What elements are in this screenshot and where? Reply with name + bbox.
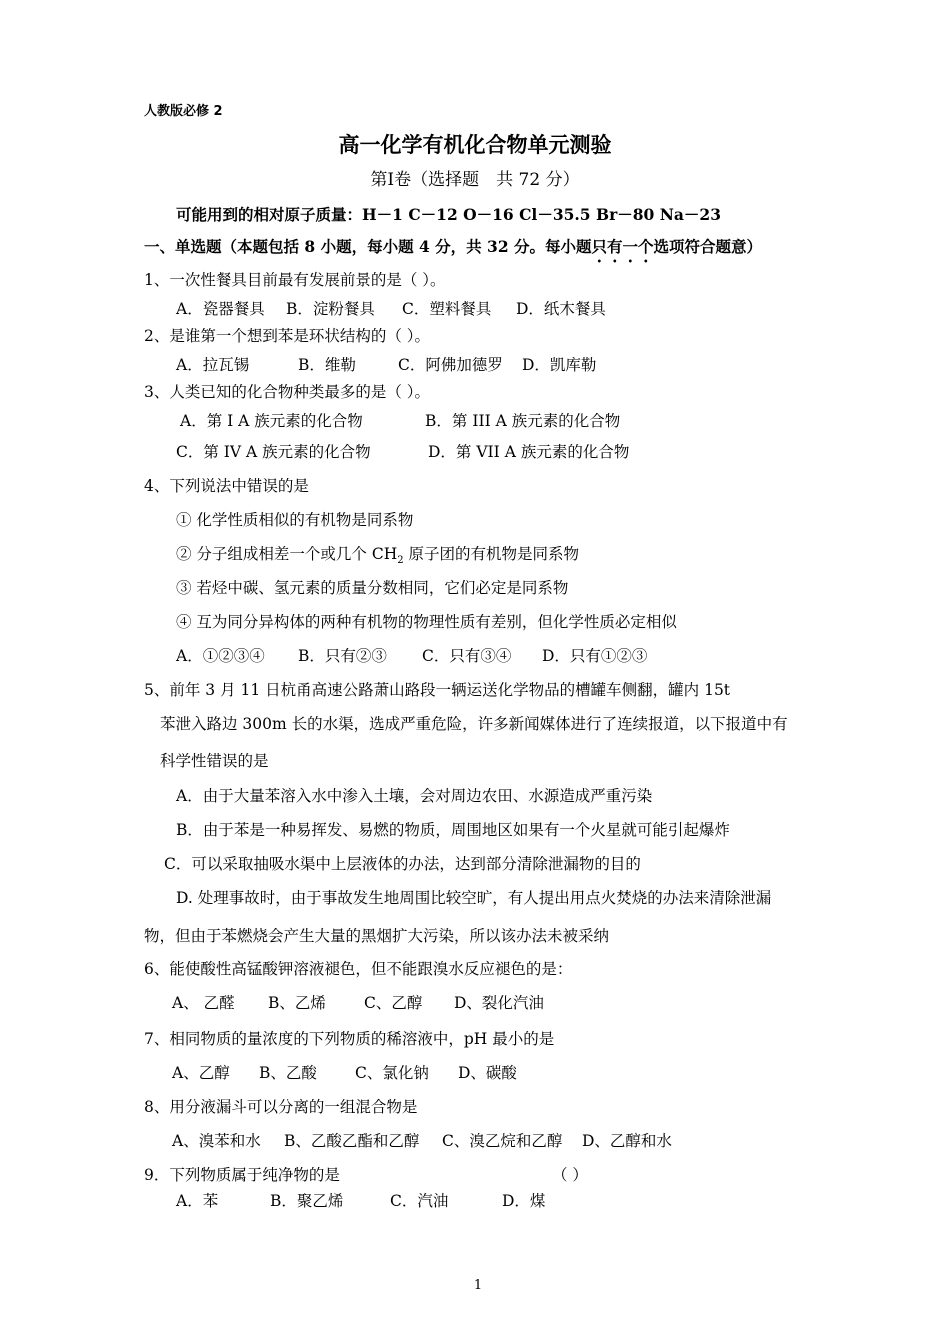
q4-option-d: D．只有①②③ xyxy=(542,647,648,665)
q5-option-c: C．可以采取抽吸水渠中上层液体的办法，达到部分清除泄漏物的目的 xyxy=(164,855,641,873)
atomic-masses: 可能用到的相对原子质量：H－1 C－12 O－16 Cl－35.5 Br－80 Na－23 xyxy=(176,205,721,224)
section-heading: 第Ⅰ卷（选择题 共 72 分） xyxy=(370,170,580,190)
q4-statement-3: ③ 若烃中碳、氢元素的质量分数相同，它们必定是同系物 xyxy=(176,579,569,597)
q4-options xyxy=(176,646,647,666)
part1-heading-emph: 只有一个 xyxy=(591,237,654,256)
q2-option-a: A．拉瓦锡 xyxy=(176,356,250,374)
q7-option-b: B、乙酸 xyxy=(259,1064,317,1082)
q6-option-b: B、乙烯 xyxy=(268,994,326,1012)
q5-option-d-line-1: D. 处理事故时，由于事故发生地周围比较空旷，有人提出用点火焚烧的办法来清除泄漏 xyxy=(176,889,772,907)
q6-stem: 6、能使酸性高锰酸钾溶液褪色，但不能跟溴水反应褪色的是： xyxy=(144,960,573,978)
q3-option-b: B．第 III A 族元素的化合物 xyxy=(425,412,621,430)
q6-option-d: D、裂化汽油 xyxy=(454,994,544,1012)
q4-option-b: B．只有②③ xyxy=(298,647,387,665)
q3-options-row1 xyxy=(180,411,620,431)
page-title: 高一化学有机化合物单元测验 xyxy=(338,132,612,157)
page-number: 1 xyxy=(473,1278,483,1293)
q4-statement-2-a: ② 分子组成相差一个或几个 CH xyxy=(176,545,398,563)
q4-option-a: A．①②③④ xyxy=(176,647,265,665)
q1-option-d: D．纸木餐具 xyxy=(516,300,606,318)
q4-statement-2-b: 原子团的有机物是同系物 xyxy=(403,545,580,563)
q5-option-d-line-2: 物，但由于苯燃烧会产生大量的黑烟扩大污染，所以该办法未被采纳 xyxy=(144,927,610,945)
q3-option-d: D．第 VII A 族元素的化合物 xyxy=(428,443,630,461)
q8-options xyxy=(172,1131,672,1151)
q2-option-b: B．维勒 xyxy=(298,356,356,374)
q9-option-b: B．聚乙烯 xyxy=(270,1192,344,1210)
q5-option-a: A．由于大量苯溶入水中渗入土壤，会对周边农田、水源造成严重污染 xyxy=(176,787,653,805)
q4-option-c: C．只有③④ xyxy=(422,647,512,665)
part1-heading-b: 选项符合题意） xyxy=(653,237,763,256)
q6-options xyxy=(172,993,544,1013)
q7-option-c: C、氯化钠 xyxy=(355,1064,429,1082)
part1-heading xyxy=(144,237,762,266)
q8-option-d: D、乙醇和水 xyxy=(582,1132,672,1150)
q6-option-c: C、乙醇 xyxy=(364,994,423,1012)
q2-options xyxy=(176,355,596,375)
q1-option-a: A．瓷器餐具 xyxy=(176,300,265,318)
q4-statement-2-sub: 2 xyxy=(397,555,404,567)
q9-answer-paren: （ ） xyxy=(552,1166,588,1184)
q7-stem: 7、相同物质的量浓度的下列物质的稀溶液中，pH 最小的是 xyxy=(144,1030,555,1048)
q1-stem: 1、一次性餐具目前最有发展前景的是（ ）。 xyxy=(144,271,446,289)
q4-stem: 4、下列说法中错误的是 xyxy=(144,477,309,495)
q9-option-a: A．苯 xyxy=(176,1192,219,1210)
q7-option-d: D、碳酸 xyxy=(458,1064,517,1082)
q4-statement-1: ① 化学性质相似的有机物是同系物 xyxy=(176,511,414,529)
q5-line-1: 5、前年 3 月 11 日杭甬高速公路萧山路段一辆运送化学物品的槽罐车侧翻，罐内 15t xyxy=(144,681,731,699)
q5-option-b: B．由于苯是一种易挥发、易燃的物质，周围地区如果有一个火星就可能引起爆炸 xyxy=(176,821,730,839)
q4-statement-2 xyxy=(176,544,579,571)
q2-option-c: C．阿佛加德罗 xyxy=(398,356,503,374)
q3-stem: 3、人类已知的化合物种类最多的是（ ）。 xyxy=(144,383,431,401)
q8-option-c: C、溴乙烷和乙醇 xyxy=(442,1132,563,1150)
q3-options-row2 xyxy=(176,442,629,462)
q7-options xyxy=(172,1063,517,1083)
q9-option-c: C．汽油 xyxy=(390,1192,449,1210)
edition-label: 人教版必修 2 xyxy=(144,104,223,119)
q8-stem: 8、用分液漏斗可以分离的一组混合物是 xyxy=(144,1098,418,1116)
q9-options xyxy=(176,1191,545,1211)
q2-stem: 2、是谁第一个想到苯是环状结构的（ ）。 xyxy=(144,327,431,345)
q1-option-c: C．塑料餐具 xyxy=(402,300,492,318)
q7-option-a: A、乙醇 xyxy=(172,1064,230,1082)
q8-option-b: B、乙酸乙酯和乙醇 xyxy=(284,1132,420,1150)
q5-line-3: 科学性错误的是 xyxy=(160,752,269,770)
q1-options xyxy=(176,299,606,319)
q8-option-a: A、溴苯和水 xyxy=(172,1132,261,1150)
q3-option-c: C．第 IV A 族元素的化合物 xyxy=(176,443,371,461)
q3-option-a: A．第 I A 族元素的化合物 xyxy=(180,412,363,430)
q9-stem: 9．下列物质属于纯净物的是 xyxy=(144,1166,340,1184)
q2-option-d: D．凯库勒 xyxy=(522,356,597,374)
part1-heading-a: 一、单选题（本题包括 8 小题，每小题 4 分，共 32 分。每小题 xyxy=(144,237,592,256)
q9-option-d: D．煤 xyxy=(502,1192,546,1210)
q5-line-2: 苯泄入路边 300m 长的水渠，选成严重危险，许多新闻媒体进行了连续报道，以下报道中有 xyxy=(160,715,788,733)
q6-option-a: A、 乙醛 xyxy=(172,994,235,1012)
q4-statement-4: ④ 互为同分异构体的两种有机物的物理性质有差别，但化学性质必定相似 xyxy=(176,613,677,631)
q1-option-b: B．淀粉餐具 xyxy=(286,300,375,318)
